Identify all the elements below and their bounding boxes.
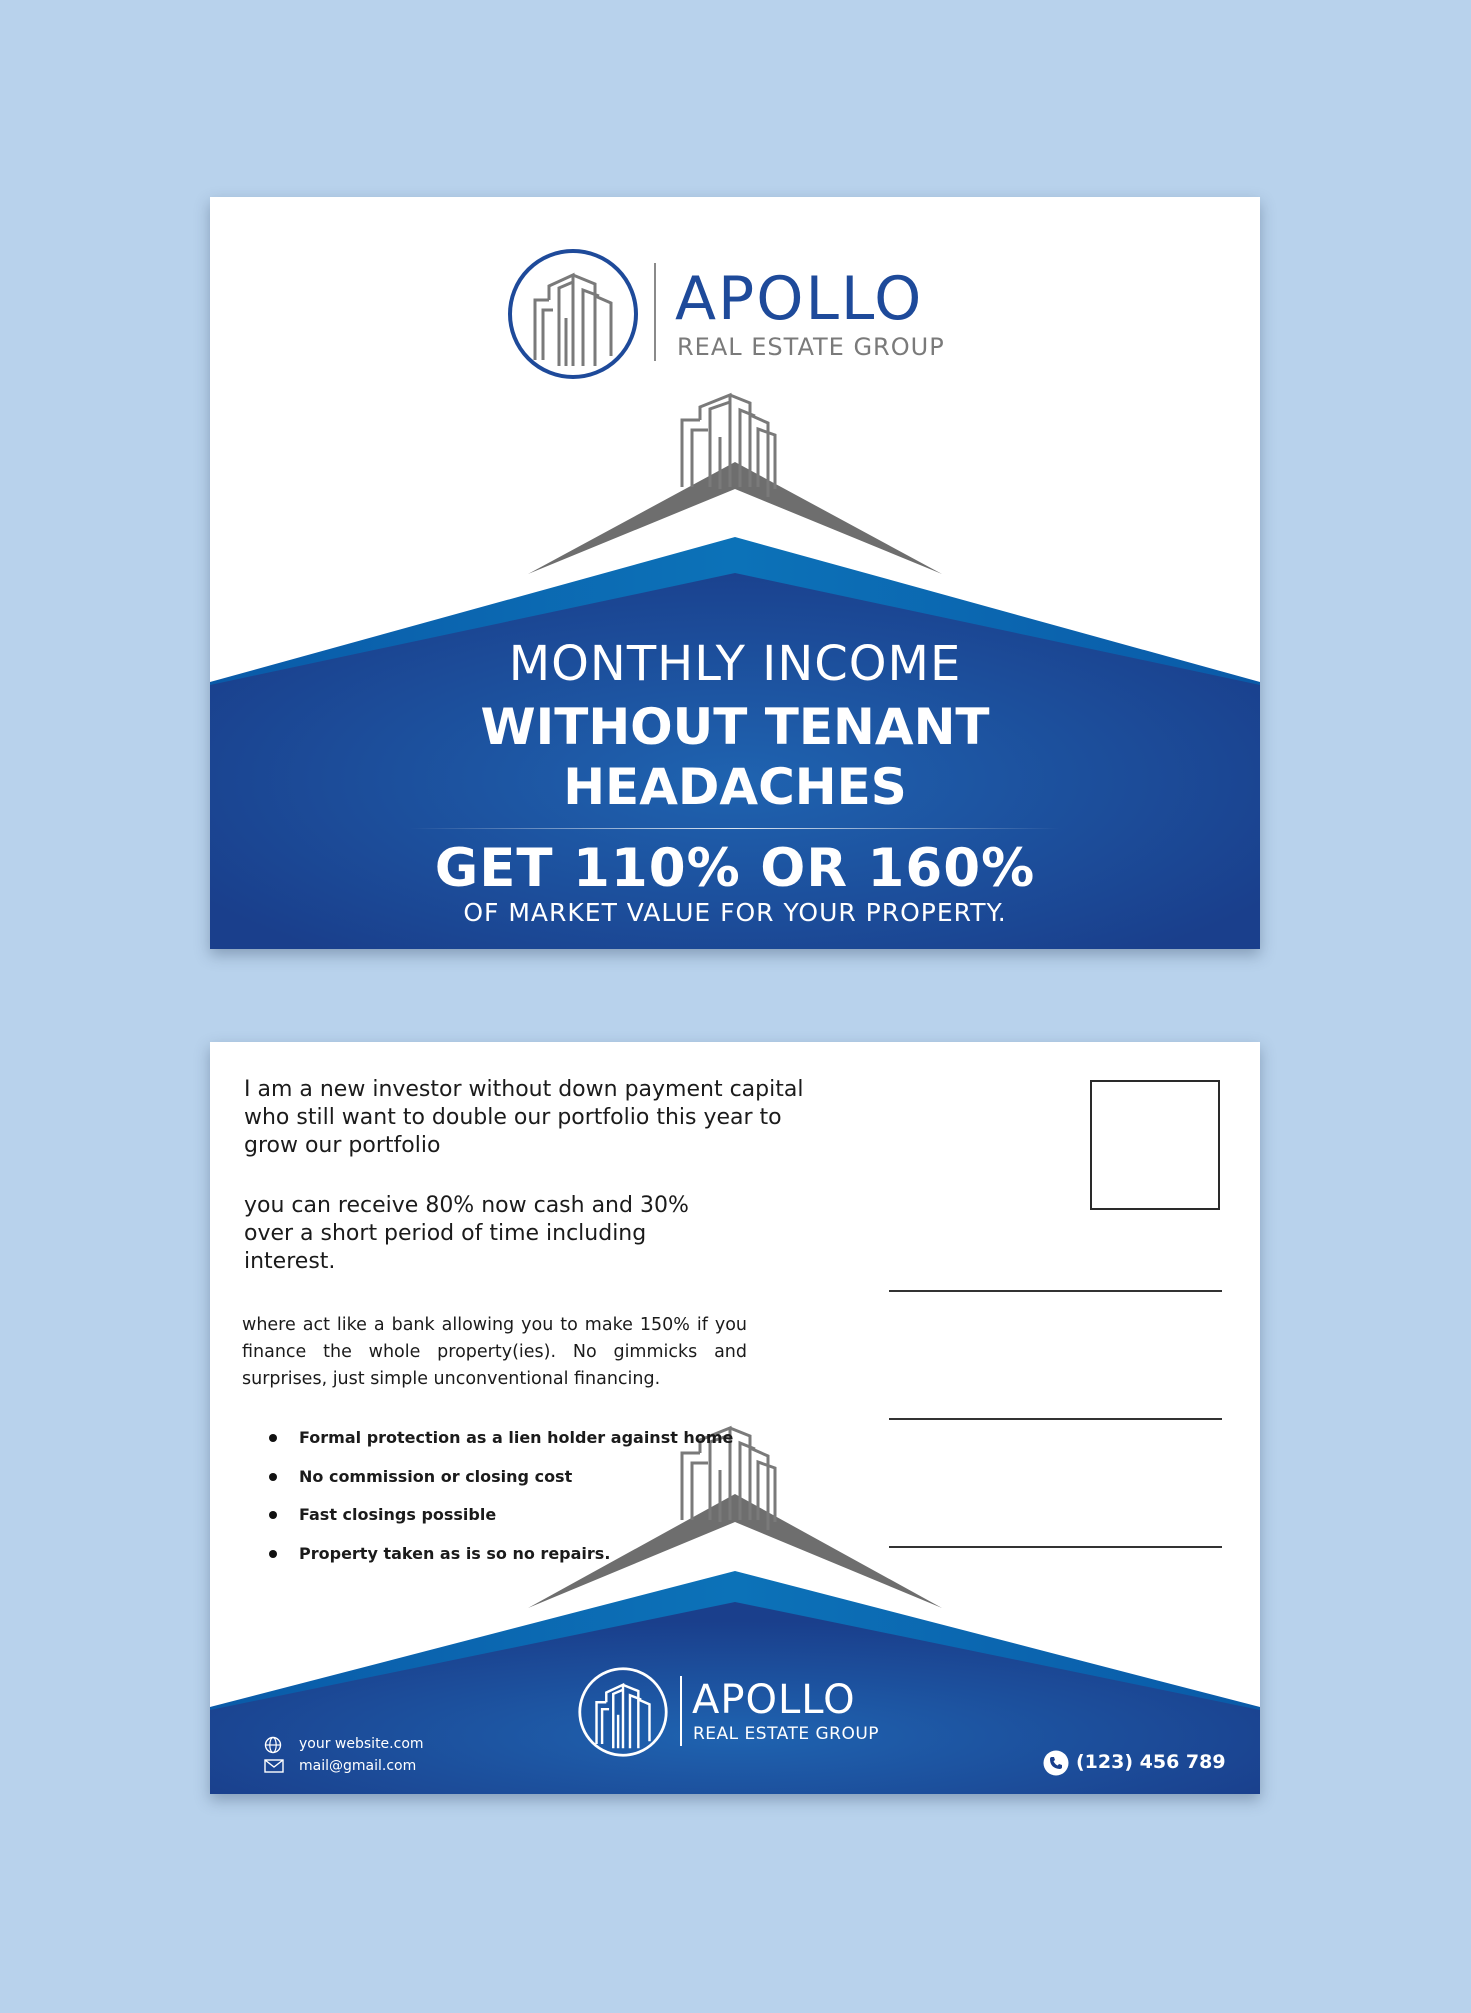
offer-subtext: OF MARKET VALUE FOR YOUR PROPERTY. <box>463 898 1007 927</box>
offer-paragraph: you can receive 80% now cash and 30% over a short period of time including interest. <box>244 1193 689 1274</box>
brand-tagline: REAL ESTATE GROUP <box>677 333 945 361</box>
postcard-back <box>210 1042 1260 1794</box>
back-logo-building-icon <box>577 1666 669 1758</box>
phone-number[interactable]: (123) 456 789 <box>1076 1751 1226 1773</box>
globe-icon <box>264 1736 282 1754</box>
headline-divider <box>410 828 1060 829</box>
postcard-front <box>210 197 1260 949</box>
brand-name: APOLLO <box>675 264 924 334</box>
details-paragraph: where act like a bank allowing you to make 150% if you finance the whole property(ies). No gimmicks and surprises, just simple unconventional financing. <box>242 1315 747 1389</box>
phone-icon <box>1043 1750 1069 1776</box>
back-brand-tagline: REAL ESTATE GROUP <box>693 1724 880 1744</box>
website-link[interactable]: your website.com <box>299 1736 424 1752</box>
logo-divider <box>654 263 656 361</box>
mail-icon <box>264 1758 284 1772</box>
benefits-list <box>269 1426 733 1580</box>
logo-building-icon <box>507 248 639 380</box>
list-item: No commission or closing cost <box>269 1465 733 1504</box>
back-brand-name: APOLLO <box>692 1677 856 1723</box>
address-line-1 <box>889 1290 1222 1292</box>
headline-line-2: WITHOUT TENANT <box>480 698 990 756</box>
list-item: Formal protection as a lien holder against home <box>269 1426 733 1465</box>
headline-line-1: MONTHLY INCOME <box>508 636 962 692</box>
list-item: Fast closings possible <box>269 1503 733 1542</box>
intro-paragraph: I am a new investor without down payment capital who still want to double our portfolio this year to grow our portfolio <box>244 1077 804 1158</box>
list-item: Property taken as is so no repairs. <box>269 1542 733 1581</box>
offer-headline: GET 110% OR 160% <box>434 838 1036 899</box>
address-line-2 <box>889 1418 1222 1420</box>
email-link[interactable]: mail@gmail.com <box>299 1758 417 1774</box>
headline-line-3: HEADACHES <box>563 758 907 816</box>
logo-emblem <box>507 248 639 380</box>
address-line-3 <box>889 1546 1222 1548</box>
stamp-box <box>1090 1080 1220 1210</box>
back-logo-divider <box>680 1676 682 1746</box>
back-logo-emblem <box>577 1666 669 1758</box>
